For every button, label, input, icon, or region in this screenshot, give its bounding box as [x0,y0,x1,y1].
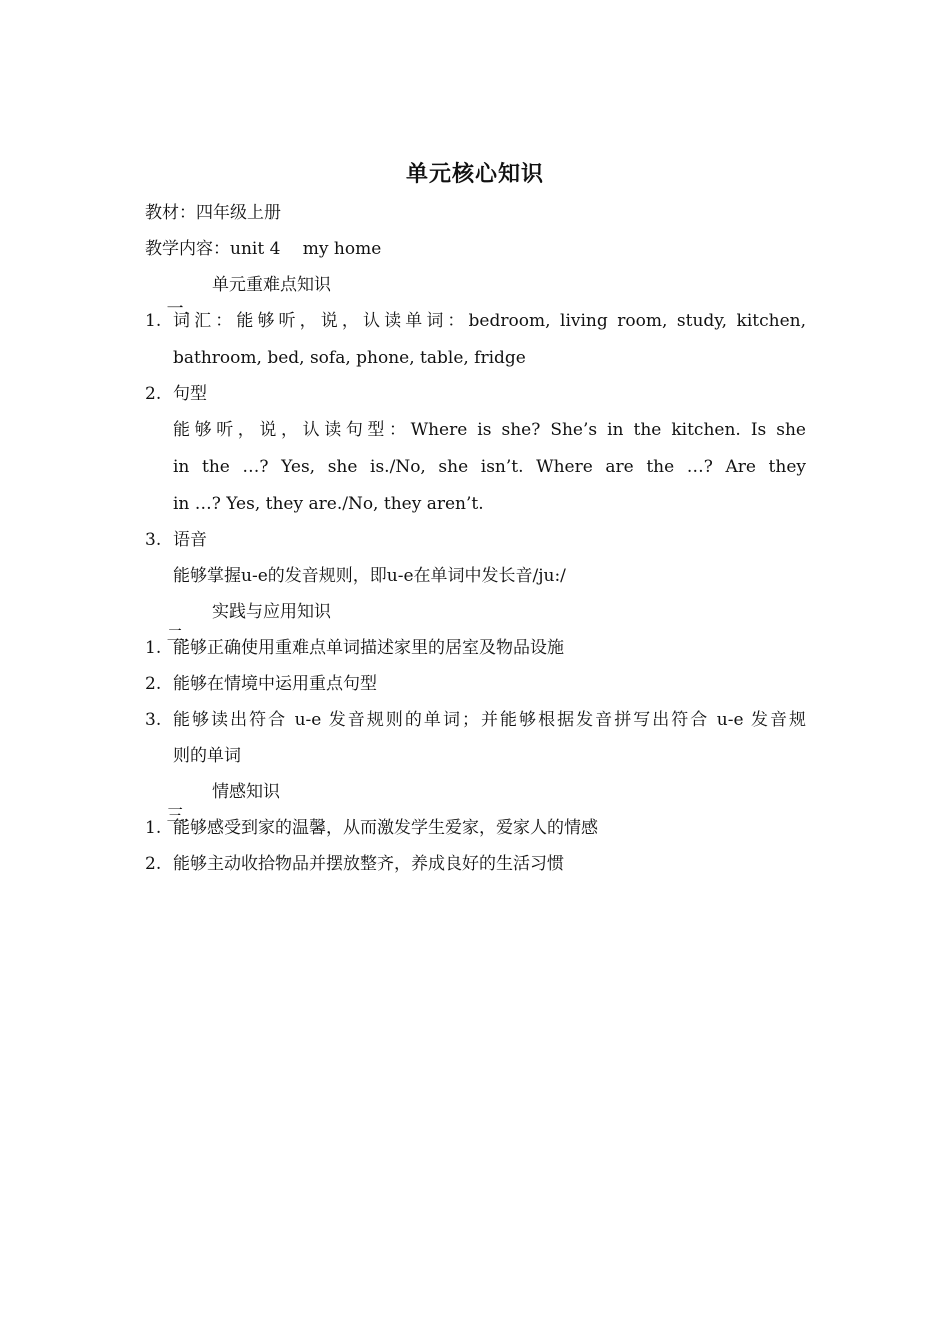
sentence-line-1: 能够听，说，认读句型：Where is she? She’s in the kitchen. Is she [173,420,806,440]
list-item-number: 1. [145,311,162,331]
vocabulary-line-2: bathroom, bed, sofa, phone, table, fridge [173,348,526,368]
sentence-line-3: in …? Yes, they are./No, they aren’t. [173,494,484,514]
sentence-line-2: in the …? Yes, she is./No, she isn’t. Where are the …? Are they [173,457,806,477]
list-item-number: 2. [145,674,162,694]
section-title: 实践与应用知识 [212,602,331,622]
sentence-heading: 句型 [173,384,207,404]
list-item: 能够正确使用重难点单词描述家里的居室及物品设施 [173,638,564,658]
list-item: 能够感受到家的温馨，从而激发学生爱家，爱家人的情感 [173,818,598,838]
list-item-number: 3. [145,710,162,730]
phonics-heading: 语音 [173,530,207,550]
section-title: 单元重难点知识 [212,275,331,295]
section-number: 一. [166,299,190,319]
section-number: 二. [166,626,190,646]
vocabulary-line-1: 词汇：能够听，说，认读单词：bedroom, living room, study, kitchen, [173,311,806,331]
section-number: 三. [166,806,190,826]
list-item: 能够主动收拾物品并摆放整齐，养成良好的生活习惯 [173,854,564,874]
page-title: 单元核心知识 [405,162,544,187]
list-item: 能够在情境中运用重点句型 [173,674,377,694]
phonics-line: 能够掌握u-e的发音规则，即u-e在单词中发长音/ju:/ [173,566,566,586]
list-item: 能够读出符合 u-e 发音规则的单词；并能够根据发音拼写出符合 u-e 发音规 [173,710,806,730]
list-item-number: 2. [145,384,162,404]
list-item-number: 1. [145,818,162,838]
list-item-number: 3. [145,530,162,550]
textbook-line: 教材：四年级上册 [145,203,281,223]
list-item-number: 1. [145,638,162,658]
section-title: 情感知识 [212,782,280,802]
content-line: 教学内容：unit 4 my home [145,239,382,259]
list-item-continuation: 则的单词 [173,746,241,766]
list-item-number: 2. [145,854,162,874]
